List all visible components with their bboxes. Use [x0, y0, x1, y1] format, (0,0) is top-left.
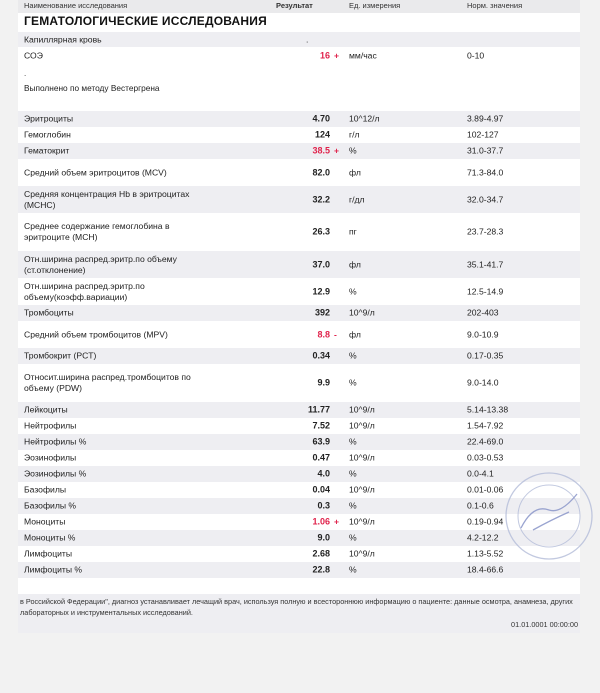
- result-value: 37.0: [312, 259, 330, 269]
- footer-datetime: 01.01.0001 00:00:00: [511, 620, 578, 629]
- result-value: 0.47: [312, 452, 330, 463]
- result-value: 82.0: [312, 167, 330, 177]
- clinic-stamp: [503, 470, 595, 562]
- result-norm: 9.0-10.9: [467, 329, 499, 339]
- specimen-label: Капиллярная кровь: [24, 34, 102, 44]
- result-norm: 1.54-7.92: [467, 420, 504, 431]
- result-norm: 12.5-14.9: [467, 286, 504, 296]
- table-row: [18, 251, 580, 278]
- result-unit: 10^9/л: [349, 404, 375, 415]
- table-row: [18, 213, 580, 251]
- table-row: [18, 159, 580, 186]
- result-unit: %: [349, 532, 357, 543]
- result-norm: 4.2-12.2: [467, 532, 499, 543]
- esr-norm: 0-10: [467, 50, 485, 60]
- table-row: [18, 321, 580, 348]
- result-norm: 0.01-0.06: [467, 484, 504, 495]
- specimen-row: [18, 32, 580, 47]
- result-unit: 10^9/л: [349, 484, 375, 495]
- result-flag: +: [334, 145, 340, 156]
- result-unit: 10^9/л: [349, 548, 375, 559]
- table-row: [18, 562, 580, 578]
- result-name: Моноциты: [24, 516, 66, 527]
- table-row: [18, 546, 580, 562]
- result-unit: %: [349, 286, 357, 296]
- result-value: 4.0: [317, 468, 330, 479]
- result-value: 9.9: [317, 377, 330, 388]
- result-value: 0.3: [317, 500, 330, 511]
- table-row: [18, 111, 580, 127]
- result-norm: 35.1-41.7: [467, 259, 504, 269]
- table-row: [18, 450, 580, 466]
- footer-disclaimer: в Российской Федерации", диагноз устанавливает лечащий врач, используя полную и всестороннюю информацию о пациенте: данные осмотра, анамнеза, других лабораторных и инструментальных исследований.: [20, 597, 573, 617]
- result-value: 1.06: [312, 516, 330, 527]
- specimen-mark: .: [306, 34, 309, 44]
- method-dot: .: [24, 69, 27, 78]
- result-name: Тромбокрит (PCT): [24, 350, 97, 361]
- result-flag: +: [334, 516, 340, 527]
- result-name: Моноциты %: [24, 532, 76, 543]
- result-name: Лимфоциты %: [24, 564, 83, 575]
- result-value: 9.0: [317, 532, 330, 543]
- result-name: Гематокрит: [24, 145, 70, 156]
- result-name: Среднее содержание гемоглобина в эритроците (MCH): [24, 221, 170, 242]
- result-unit: %: [349, 145, 357, 156]
- result-norm: 18.4-66.6: [467, 564, 504, 575]
- result-norm: 202-403: [467, 307, 499, 318]
- result-value: 2.68: [312, 548, 330, 559]
- result-unit: 10^9/л: [349, 420, 375, 431]
- header-name: Наименование исследования: [24, 1, 128, 10]
- result-unit: 10^9/л: [349, 516, 375, 527]
- result-name: Тромбоциты: [24, 307, 74, 318]
- table-row: [18, 418, 580, 434]
- table-row: [18, 434, 580, 450]
- table-row: [18, 364, 580, 402]
- table-row: [18, 482, 580, 498]
- table-row: [18, 466, 580, 482]
- table-row: [18, 186, 580, 213]
- result-name: Нейтрофилы %: [24, 436, 87, 447]
- result-value: 26.3: [312, 226, 330, 237]
- result-unit: г/л: [349, 129, 360, 140]
- result-value: 12.9: [312, 286, 330, 296]
- section-title: ГЕМАТОЛОГИЧЕСКИЕ ИССЛЕДОВАНИЯ: [24, 14, 267, 28]
- result-name: Нейтрофилы: [24, 420, 77, 431]
- header-result: Результат: [276, 1, 313, 10]
- result-value: 392: [314, 307, 330, 318]
- result-norm: 71.3-84.0: [467, 167, 504, 177]
- result-name: Относит.ширина распред.тромбоцитов по объему (PDW): [24, 372, 191, 393]
- esr-result: 16: [319, 50, 330, 60]
- method-note: Выполнено по методу Вестергрена: [24, 83, 160, 93]
- result-unit: %: [349, 350, 357, 361]
- esr-flag: +: [334, 50, 340, 60]
- result-name: Эозинофилы: [24, 452, 77, 463]
- result-name: Эозинофилы %: [24, 468, 87, 479]
- result-unit: фл: [349, 167, 361, 177]
- result-unit: г/дл: [349, 194, 365, 204]
- result-norm: 0.1-0.6: [467, 500, 494, 511]
- result-name: Лейкоциты: [24, 404, 68, 415]
- result-unit: %: [349, 468, 357, 479]
- result-value: 38.5: [312, 145, 330, 156]
- result-name: Средний объем эритроцитов (MCV): [24, 167, 167, 177]
- result-norm: 0.17-0.35: [467, 350, 504, 361]
- result-name: Средняя концентрация Hb в эритроцитах (MCHC): [24, 188, 190, 210]
- result-name: Лимфоциты: [24, 548, 73, 559]
- result-norm: 5.14-13.38: [467, 404, 509, 415]
- table-row: [18, 514, 580, 530]
- result-value: 32.2: [312, 194, 330, 204]
- table-row: [18, 530, 580, 546]
- result-unit: %: [349, 436, 357, 447]
- result-norm: 102-127: [467, 129, 499, 140]
- result-norm: 0.19-0.94: [467, 516, 504, 527]
- result-value: 0.04: [312, 484, 330, 495]
- result-unit: %: [349, 500, 357, 511]
- result-value: 22.8: [312, 564, 330, 575]
- esr-unit: мм/час: [349, 50, 377, 60]
- header-unit: Ед. измерения: [349, 1, 401, 10]
- result-name: Отн.ширина распред.эритр.по объему (ст.отклонение): [24, 253, 177, 275]
- result-unit: 10^9/л: [349, 307, 375, 318]
- result-value: 124: [314, 129, 330, 140]
- table-row: [18, 305, 580, 321]
- result-norm: 3.89-4.97: [467, 113, 504, 124]
- result-name: Гемоглобин: [24, 129, 71, 140]
- result-unit: %: [349, 564, 357, 575]
- header-norm: Норм. значения: [467, 1, 523, 10]
- result-unit: фл: [349, 329, 361, 339]
- result-unit: пг: [349, 226, 357, 237]
- result-name: Эритроциты: [24, 113, 74, 124]
- result-value: 7.52: [312, 420, 330, 431]
- esr-name: СОЭ: [24, 50, 43, 60]
- result-unit: 10^12/л: [349, 113, 380, 124]
- result-norm: 23.7-28.3: [467, 226, 504, 237]
- result-norm: 31.0-37.7: [467, 145, 504, 156]
- table-row: [18, 402, 580, 418]
- result-value: 0.34: [312, 350, 330, 361]
- result-name: Средний объем тромбоцитов (MPV): [24, 329, 168, 339]
- table-row: [18, 348, 580, 364]
- result-norm: 0.0-4.1: [467, 468, 494, 479]
- result-unit: фл: [349, 259, 361, 269]
- lab-report-page: [18, 0, 580, 633]
- result-unit: 10^9/л: [349, 452, 375, 463]
- result-norm: 9.0-14.0: [467, 377, 499, 388]
- report-footer: [18, 594, 580, 633]
- result-name: Отн.ширина распред.эритр.по объему(коэфф.вариации): [24, 280, 145, 302]
- result-value: 8.8: [317, 329, 330, 339]
- result-value: 11.77: [307, 404, 330, 415]
- table-row: [18, 127, 580, 143]
- result-value: 4.70: [312, 113, 330, 124]
- table-row: [18, 143, 580, 159]
- table-row: [18, 278, 580, 305]
- result-name: Базофилы: [24, 484, 67, 495]
- result-norm: 0.03-0.53: [467, 452, 504, 463]
- table-header: [18, 0, 580, 13]
- result-name: Базофилы %: [24, 500, 77, 511]
- esr-row: [18, 47, 580, 64]
- result-unit: %: [349, 377, 357, 388]
- result-flag: -: [334, 329, 337, 339]
- table-row: [18, 498, 580, 514]
- result-norm: 22.4-69.0: [467, 436, 504, 447]
- result-norm: 32.0-34.7: [467, 194, 504, 204]
- result-value: 63.9: [312, 436, 330, 447]
- result-norm: 1.13-5.52: [467, 548, 504, 559]
